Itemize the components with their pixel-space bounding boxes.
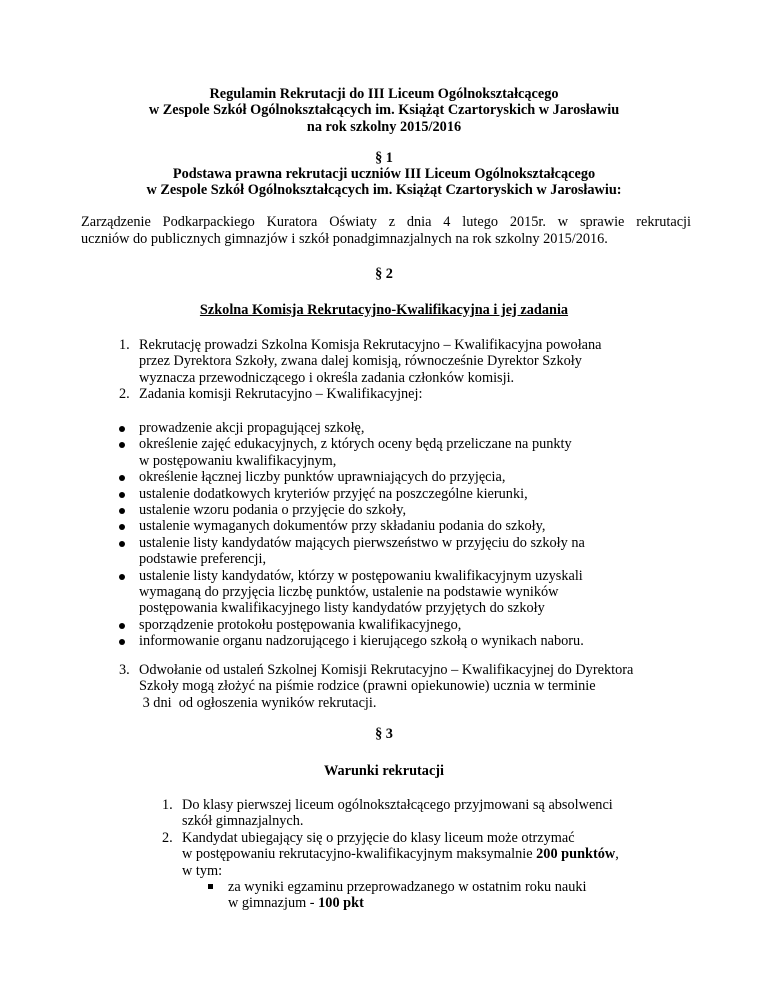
section-2-heading: Szkolna Komisja Rekrutacyjno-Kwalifikacyjna i jej zadania xyxy=(199,302,569,318)
list-item xyxy=(119,518,719,534)
list-item-text: określenie zajęć edukacyjnych, z których oceny będą przeliczane na punkty xyxy=(139,436,572,453)
section-2-list xyxy=(119,337,719,403)
section-3-item-1-number: 1. xyxy=(162,797,173,813)
list-item-text: ustalenie wzoru podania o przyjęcie do szkoły, xyxy=(139,502,407,519)
section-3-subitem-1 xyxy=(182,879,742,912)
points-punct: , xyxy=(615,846,619,863)
list-item xyxy=(119,420,719,436)
section-3-item-1-line: Do klasy pierwszej liceum ogólnokształcącego przyjmowani są absolwenci xyxy=(182,797,613,813)
square-bullet-icon xyxy=(208,884,213,889)
section-1-sign: § 1 xyxy=(375,150,393,166)
section-2-item-1-number: 1. xyxy=(119,337,130,353)
section-2-sign: § 2 xyxy=(375,266,393,282)
section-3-item-1-line: szkół gimnazjalnych. xyxy=(182,813,304,830)
exam-points-intro: w gimnazjum - xyxy=(228,895,319,912)
list-item-text: ustalenie listy kandydatów mających pierwszeństwo w przyjęciu do szkoły na xyxy=(139,534,585,551)
section-3-item-1 xyxy=(162,797,742,830)
title-line-2: w Zespole Szkół Ogólnokształcących im. Książąt Czartoryskich w Jarosławiu xyxy=(148,102,620,119)
section-2-item-3-line: Szkoły mogą złożyć na piśmie rodzice (prawni opiekunowie) ucznia w terminie xyxy=(139,678,596,695)
section-3-item-2-number: 2. xyxy=(162,829,173,846)
list-item xyxy=(119,486,719,502)
list-item xyxy=(119,568,719,617)
section-2-item-2 xyxy=(119,386,719,402)
section-2-item-3-body xyxy=(119,662,719,711)
section-1-heading xyxy=(0,166,768,199)
points-intro: w postępowaniu rekrutacyjno-kwalifikacyjnym maksymalnie xyxy=(182,846,537,863)
list-item xyxy=(119,617,719,633)
list-item xyxy=(119,633,719,649)
section-1-heading-line-2: w Zespole Szkół Ogólnokształcących im. Książąt Czartoryskich w Jarosławiu: xyxy=(146,182,622,199)
section-1-text-line-1: Zarządzenie Podkarpackiego Kuratora Oświaty z dnia 4 lutego 2015r. w sprawie rekrutacji xyxy=(81,214,691,230)
section-2-item-2-text: Zadania komisji Rekrutacyjno – Kwalifikacyjnej: xyxy=(139,386,423,403)
list-item-text: sporządzenie protokołu postępowania kwalifikacyjnego, xyxy=(139,616,462,633)
subitem-line-2 xyxy=(228,895,742,911)
list-item xyxy=(119,469,719,485)
list-item-text: ustalenie wymaganych dokumentów przy składaniu podania do szkoły, xyxy=(139,518,546,535)
section-2-item-3-line: Odwołanie od ustaleń Szkolnej Komisji Rekrutacyjno – Kwalifikacyjnej do Dyrektora xyxy=(139,662,634,678)
section-2-item-3 xyxy=(119,662,719,711)
bullet-icon xyxy=(119,524,125,530)
bullet-icon xyxy=(119,426,125,432)
list-item-text: postępowania kwalifikacyjnego listy kandydatów przyjętych do szkoły xyxy=(139,600,545,617)
section-3-item-2-line-3: w tym: xyxy=(182,862,223,879)
section-1-text xyxy=(81,214,691,248)
subitem-line-1: za wyniki egzaminu przeprowadzanego w ostatnim roku nauki xyxy=(228,879,587,896)
tasks-list xyxy=(119,420,719,650)
section-2-item-1-line: przez Dyrektora Szkoły, zwana dalej komisją, równocześnie Dyrektor Szkoły xyxy=(139,353,582,370)
section-3-sign: § 3 xyxy=(375,726,393,742)
list-item xyxy=(119,535,719,568)
list-item-text: ustalenie listy kandydatów, którzy w postępowaniu kwalifikacyjnym uzyskali xyxy=(139,567,583,584)
bullet-icon xyxy=(119,623,125,629)
list-item-text: określenie łącznej liczby punktów uprawniających do przyjęcia, xyxy=(139,469,506,486)
exam-points: 100 pkt xyxy=(318,895,364,912)
list-item xyxy=(119,436,719,469)
section-1-heading-line-1: Podstawa prawna rekrutacji uczniów III Liceum Ogólnokształcącego xyxy=(172,166,596,182)
section-2-item-1 xyxy=(119,337,719,386)
bullet-icon xyxy=(119,492,125,498)
bullet-icon xyxy=(119,639,125,645)
section-3-item-2 xyxy=(162,830,742,912)
list-item-text: podstawie preferencji, xyxy=(139,551,267,568)
list-item-text: ustalenie dodatkowych kryteriów przyjęć na poszczególne kierunki, xyxy=(139,485,528,502)
list-item-text: wymaganą do przyjęcia liczbę punktów, ustalenie na podstawie wyników xyxy=(139,584,559,601)
list-item-text: w postępowaniu kwalifikacyjnym, xyxy=(139,452,337,469)
list-item-text: prowadzenie akcji propagującej szkołę, xyxy=(139,420,365,436)
bullet-icon xyxy=(119,574,125,580)
title-line-1: Regulamin Rekrutacji do III Liceum Ogólnokształcącego xyxy=(209,86,559,102)
section-3-item-2-line-1: Kandydat ubiegający się o przyjęcie do klasy liceum może otrzymać xyxy=(182,829,575,846)
bullet-icon xyxy=(119,475,125,481)
max-points: 200 punktów xyxy=(536,846,616,863)
section-1-text-line-2: uczniów do publicznych gimnazjów i szkół ponadgimnazjalnych na rok szkolny 2015/2016. xyxy=(81,231,608,247)
section-3-heading: Warunki rekrutacji xyxy=(323,763,445,779)
section-2-item-1-line: Rekrutację prowadzi Szkolna Komisja Rekrutacyjno – Kwalifikacyjna powołana xyxy=(139,337,602,353)
document-title xyxy=(0,86,768,135)
section-2-item-3-number: 3. xyxy=(119,662,130,678)
list-item-text: informowanie organu nadzorującego i kierującego szkołą o wynikach naboru. xyxy=(139,633,584,650)
list-item xyxy=(119,502,719,518)
section-3-list xyxy=(162,797,742,912)
section-2-item-1-line: wyznacza przewodniczącego i określa zadania członków komisji. xyxy=(139,369,515,386)
section-2-item-2-number: 2. xyxy=(119,386,130,403)
section-2-item-3-line: 3 dni od ogłoszenia wyników rekrutacji. xyxy=(139,694,377,711)
section-3-item-2-line-2 xyxy=(182,846,742,862)
title-line-3: na rok szkolny 2015/2016 xyxy=(306,118,462,135)
bullet-icon xyxy=(119,442,125,448)
bullet-icon xyxy=(119,541,125,547)
bullet-icon xyxy=(119,508,125,514)
